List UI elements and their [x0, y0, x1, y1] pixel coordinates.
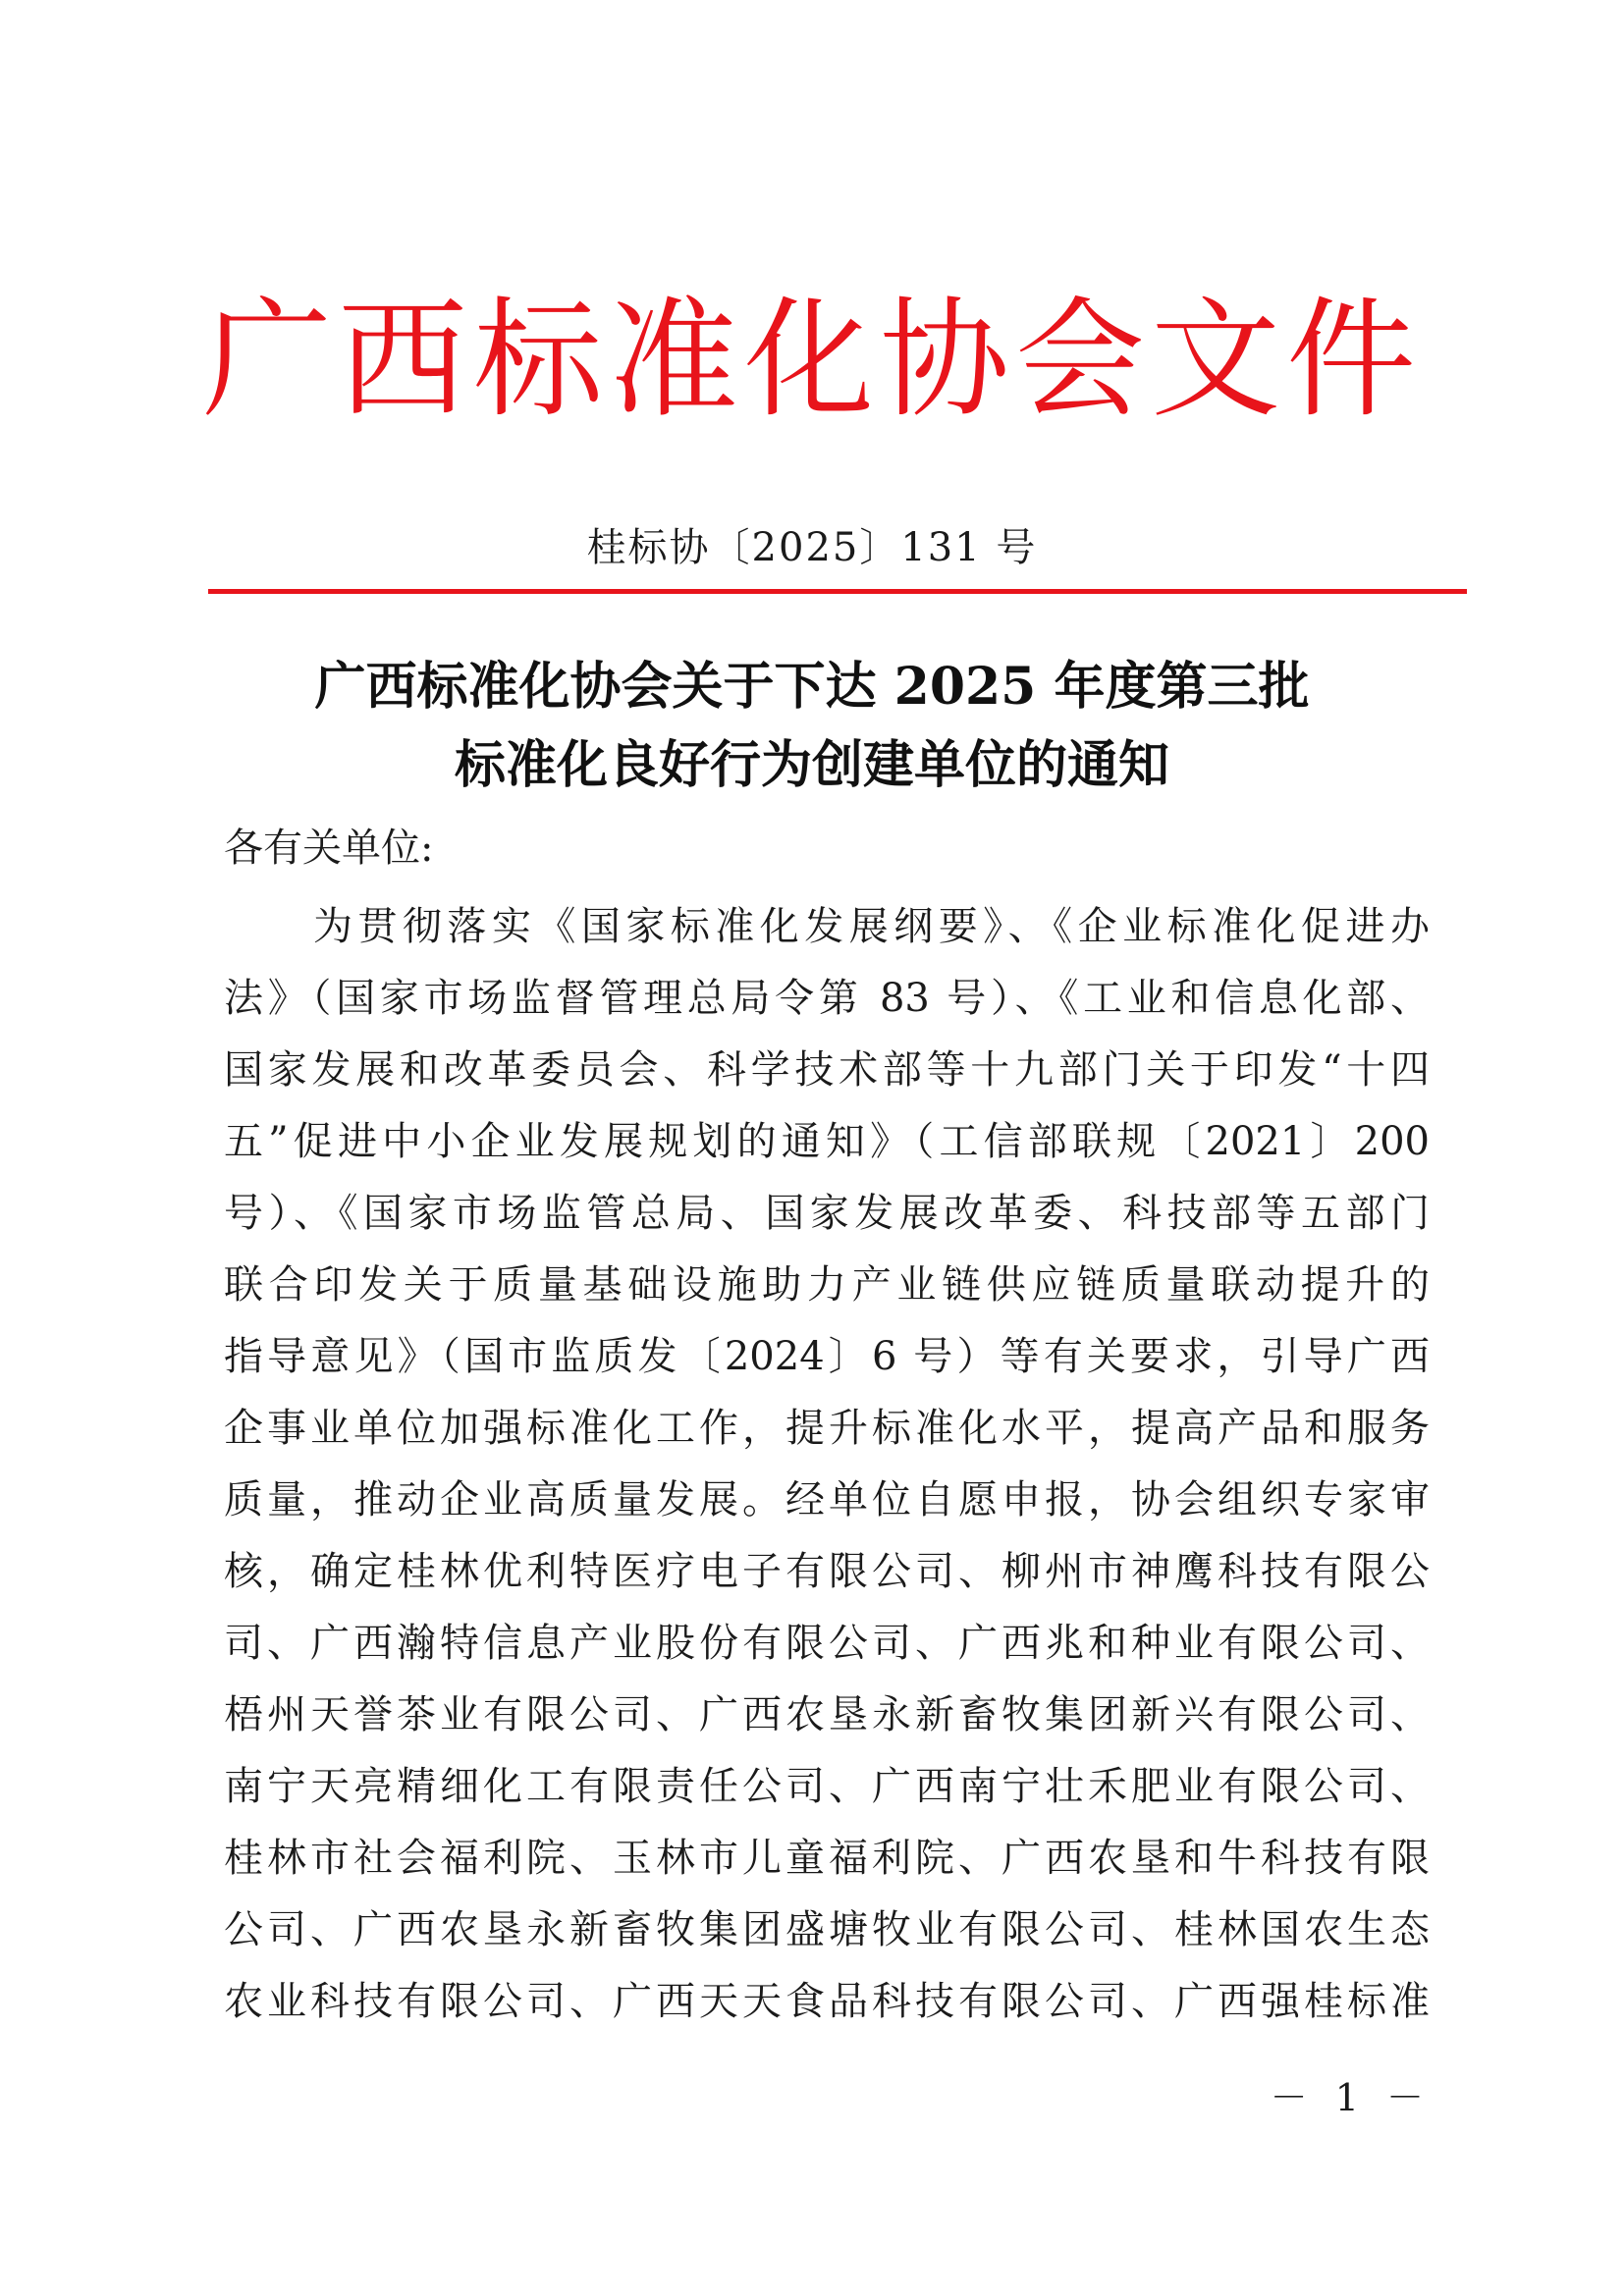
body-line: 号）、《国家市场监管总局、国家发展改革委、科技部等五部门	[224, 1191, 1430, 1236]
document-number: 桂标协〔2025〕131 号	[586, 525, 1038, 570]
notice-title-line-1: 广西标准化协会关于下达 2025 年度第三批	[314, 657, 1310, 717]
body-line: 指导意见》（国市监质发〔2024〕6 号）等有关要求，引导广西	[224, 1334, 1430, 1379]
notice-title-line-2: 标准化良好行为创建单位的通知	[454, 735, 1169, 795]
notice-title	[0, 648, 1624, 805]
body-line: 法》（国家市场监督管理总局令第 83 号）、《工业和信息化部、	[224, 976, 1430, 1021]
body-line: 质量，推动企业高质量发展。经单位自愿申报，协会组织专家审	[224, 1477, 1430, 1522]
body-line: 国家发展和改革委员会、科学技术部等十九部门关于印发“十四	[224, 1047, 1430, 1093]
body-line: 梧州天誉茶业有限公司、广西农垦永新畜牧集团新兴有限公司、	[224, 1692, 1430, 1737]
body-line: 公司、广西农垦永新畜牧集团盛塘牧业有限公司、桂林国农生态	[224, 1907, 1430, 1952]
page-number: － 1 －	[1270, 2076, 1432, 2119]
body-line: 南宁天亮精细化工有限责任公司、广西南宁壮禾肥业有限公司、	[224, 1764, 1430, 1809]
body-line: 联合印发关于质量基础设施助力产业链供应链质量联动提升的	[224, 1262, 1430, 1308]
body-line: 核，确定桂林优利特医疗电子有限公司、柳州市神鹰科技有限公	[224, 1549, 1430, 1594]
body-line: 桂林市社会福利院、玉林市儿童福利院、广西农垦和牛科技有限	[224, 1836, 1430, 1881]
masthead-title: 广西标准化协会文件	[202, 285, 1422, 436]
body-line: 为贯彻落实《国家标准化发展纲要》、《企业标准化促进办	[224, 904, 1430, 949]
body-line: 五”促进中小企业发展规划的通知》（工信部联规〔2021〕200	[224, 1119, 1430, 1164]
salutation: 各有关单位:	[224, 826, 434, 871]
body-line: 司、广西瀚特信息产业股份有限公司、广西兆和种业有限公司、	[224, 1621, 1430, 1666]
red-divider	[208, 589, 1467, 594]
body-text	[224, 891, 1430, 2038]
body-line: 农业科技有限公司、广西天天食品科技有限公司、广西强桂标准	[224, 1979, 1430, 2024]
body-line: 企事业单位加强标准化工作，提升标准化水平，提高产品和服务	[224, 1406, 1430, 1451]
